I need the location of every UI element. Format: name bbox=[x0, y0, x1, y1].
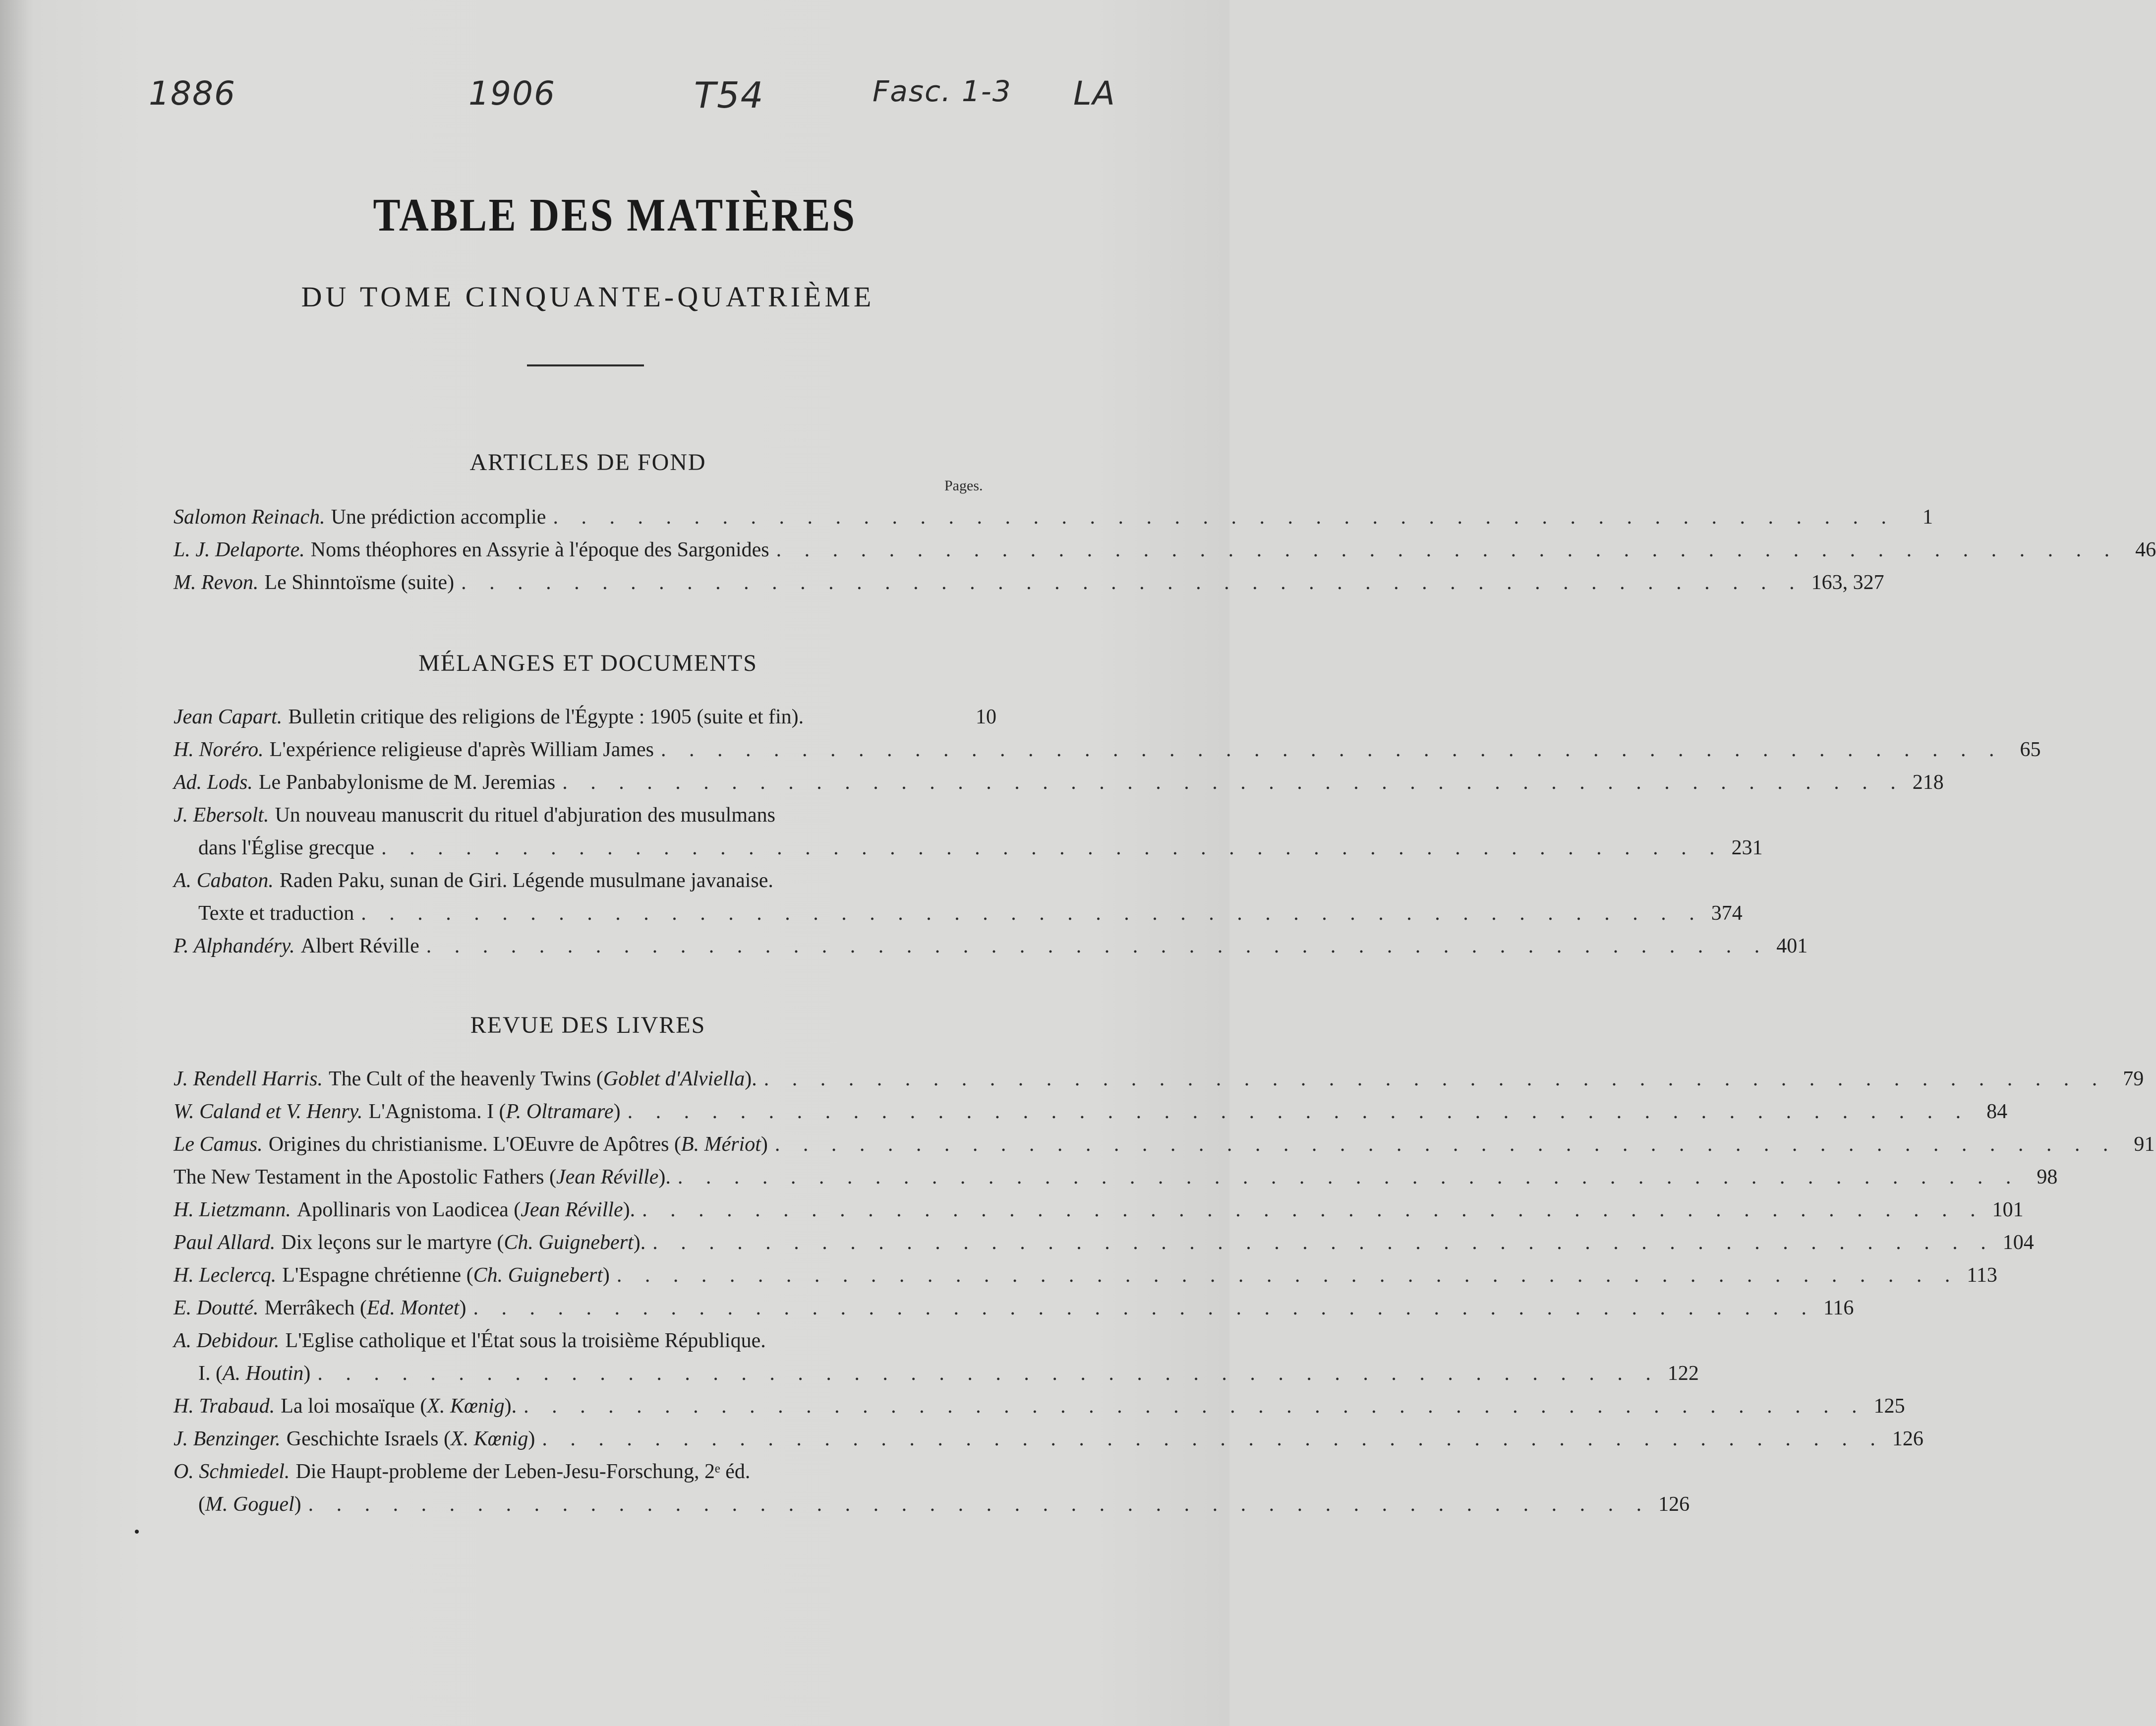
entry-page: 401 bbox=[1776, 935, 1808, 957]
entry-title: Le Shinntoïsme (suite) bbox=[264, 571, 455, 594]
entry-page: 101 bbox=[1992, 1198, 2024, 1221]
binding-shadow bbox=[0, 0, 35, 1726]
entry-page: 126 bbox=[1892, 1428, 1923, 1450]
entry-tail: ) bbox=[459, 1297, 466, 1319]
entry-title: L'Agnistoma. I ( bbox=[368, 1100, 506, 1123]
entry-author: Salomon Reinach. bbox=[174, 506, 325, 529]
leader-dots: . . . . . . . . . . . . . . . . . . . . . . . . . . . . . . . . . . . . . . . . . . . . . . . . bbox=[361, 902, 1703, 925]
page-title: TABLE DES MATIÈRES bbox=[373, 189, 857, 241]
toc-entry[interactable] bbox=[174, 1064, 2144, 1096]
entry-page: 231 bbox=[1731, 836, 1763, 859]
entry-title: Apollinaris von Laodicea ( bbox=[296, 1198, 521, 1221]
leader-dots: . . . . . . . . . . . . . . . . . . . . . . . . . . . . . . . . . . . . . . . . . . . . . . . . bbox=[627, 1100, 1970, 1123]
toc-entry[interactable] bbox=[174, 865, 1743, 931]
leader-dots: . . . . . . . . . . . . . . . . . . . . . . . . . . . . . . . . . . . . . . . . . . . . . . . . bbox=[562, 771, 1905, 794]
entry-author: H. Trabaud. bbox=[174, 1395, 275, 1418]
entry-tail: ). bbox=[745, 1068, 757, 1090]
leader-dots: . . . . . . . . . . . . . . . . . . . . . . . . . . . . . . . . . . . . . . . . . . . . . . . . bbox=[763, 1068, 2106, 1090]
toc-entry[interactable] bbox=[174, 1391, 1905, 1424]
entry-page: 46 bbox=[2135, 538, 2156, 561]
entry-title: Geschichte Israels ( bbox=[286, 1428, 451, 1450]
toc-entry[interactable] bbox=[174, 535, 2156, 567]
entry-author: O. Schmiedel. bbox=[174, 1460, 290, 1483]
entry-title: Albert Réville bbox=[300, 935, 419, 957]
leader-dots: . . . . . . . . . . . . . . . . . . . . . . . . . . . . . . . . . . . . . . . . . . . . . . . . bbox=[776, 538, 2119, 561]
entry-title: Raden Paku, sunan de Giri. Légende musulmane javanaise. bbox=[279, 869, 773, 892]
entry-title: Le Panbabylonisme de M. Jeremias bbox=[258, 771, 556, 794]
leader-dots: . . . . . . . . . . . . . . . . . . . . . . . . . . . . . . . . . . . . . . . . . . . . . . . . bbox=[553, 506, 1895, 529]
entry-tail: ) bbox=[613, 1100, 621, 1123]
leader-dots: . . . . . . . . . . . . . . . . . . . . . . . . . . . . . . . . . . . . . . . . . . . . . . . . bbox=[774, 1133, 2117, 1156]
entry-reviewer: Ch. Guignebert bbox=[504, 1231, 634, 1254]
toc-entry[interactable] bbox=[174, 1293, 1854, 1325]
leader-dots: . . . . . . . . . . . . . . . . . . . . . . . . . . . . . . . . . . . . . . . . . . . . . . . . bbox=[524, 1395, 1866, 1418]
leader-dots: . . . . . . . . . . . . . . . . . . . . . . . . . . . . . . . . . . . . . . . . . . . . . . . . bbox=[652, 1231, 1995, 1254]
leader-dots: . . . . . . . . . . . . . . . . . . . . . . . . . . . . . . . . . . . . . . . . . . . . . . . . bbox=[542, 1428, 1884, 1450]
entry-page: 98 bbox=[2037, 1166, 2058, 1189]
entry-reviewer: B. Mériot bbox=[681, 1133, 761, 1156]
entry-author: M. Revon. bbox=[174, 571, 259, 594]
entry-author: Ad. Lods. bbox=[174, 771, 253, 794]
toc-entry[interactable] bbox=[174, 931, 1808, 963]
entry-author: P. Alphandéry. bbox=[174, 935, 295, 957]
leader-dots: . . . . . . . . . . . . . . . . . . . . . . . . . . . . . . . . . . . . . . . . . . . . . . . . bbox=[642, 1198, 1984, 1221]
entry-reviewer: X. Kœnig bbox=[450, 1428, 528, 1450]
entry-title: Merrâkech ( bbox=[264, 1297, 367, 1319]
toc-entry[interactable] bbox=[174, 734, 2041, 767]
entry-page: 84 bbox=[1986, 1100, 2008, 1123]
toc-entry[interactable] bbox=[174, 800, 1763, 865]
entry-title: Origines du christianisme. L'OEuvre de Apôtres ( bbox=[268, 1133, 681, 1156]
entry-tail: ) bbox=[760, 1133, 768, 1156]
entry-reviewer: Goblet d'Alviella bbox=[603, 1068, 745, 1090]
entry-author: Le Camus. bbox=[174, 1133, 263, 1156]
entry-author: Paul Allard. bbox=[174, 1231, 276, 1254]
entry-author: J. Benzinger. bbox=[174, 1428, 281, 1450]
entry-title: Die Haupt-probleme der Leben-Jesu-Forschung, 2ᵉ éd. bbox=[295, 1460, 751, 1483]
title-rule bbox=[527, 364, 644, 366]
entry-page: 125 bbox=[1873, 1395, 1905, 1418]
leader-dots: . . . . . . . . . . . . . . . . . . . . . . . . . . . . . . . . . . . . . . . . . . . . . . . . bbox=[308, 1493, 1651, 1516]
pages-label: Pages. bbox=[944, 477, 983, 494]
entry-reviewer: Ed. Montet bbox=[366, 1297, 460, 1319]
entry-author: L. J. Delaporte. bbox=[174, 538, 305, 561]
handwritten-note: 1906 bbox=[468, 74, 556, 113]
entry-title: Une prédiction accomplie bbox=[331, 506, 546, 529]
entry-reviewer: Ch. Guignebert bbox=[473, 1264, 603, 1287]
entry-page: 91 bbox=[2134, 1133, 2155, 1156]
entry-tail: ) bbox=[528, 1428, 535, 1450]
leader-dots: . . . . . . . . . . . . . . . . . . . . . . . . . . . . . . . . . . . . . . . . . . . . . . . . bbox=[473, 1297, 1815, 1319]
entry-reviewer: Jean Réville bbox=[521, 1198, 623, 1221]
entry-reviewer: A. Houtin bbox=[222, 1362, 304, 1385]
entry-title: L'expérience religieuse d'après William James bbox=[269, 738, 654, 761]
entry-author: H. Lietzmann. bbox=[174, 1198, 291, 1221]
toc-entry[interactable] bbox=[174, 1096, 2008, 1129]
entry-title: Un nouveau manuscrit du rituel d'abjuration des musulmans bbox=[275, 804, 776, 827]
section-heading-articles: ARTICLES DE FOND bbox=[469, 449, 706, 476]
entry-page: 116 bbox=[1823, 1297, 1854, 1319]
entry-author: J. Rendell Harris. bbox=[174, 1068, 323, 1090]
entry-page: 218 bbox=[1912, 771, 1944, 794]
entry-tail: ). bbox=[658, 1166, 671, 1189]
entry-title: Dix leçons sur le martyre ( bbox=[281, 1231, 504, 1254]
toc-entry[interactable] bbox=[174, 1162, 2058, 1194]
toc-entry[interactable] bbox=[174, 1456, 1690, 1522]
entry-tail: ) bbox=[303, 1362, 311, 1385]
entry-author: J. Ebersolt. bbox=[174, 804, 269, 827]
entry-page: 374 bbox=[1711, 902, 1743, 925]
entry-title: L'Espagne chrétienne ( bbox=[282, 1264, 473, 1287]
toc-entry[interactable] bbox=[174, 767, 1944, 800]
entry-title: Noms théophores en Assyrie à l'époque des Sargonides bbox=[310, 538, 769, 561]
entry-author: E. Doutté. bbox=[174, 1297, 259, 1319]
entry-title: The New Testament in the Apostolic Fathers ( bbox=[174, 1166, 556, 1189]
entry-title-continued: ( bbox=[198, 1493, 205, 1516]
entry-tail: ). bbox=[623, 1198, 636, 1221]
entry-page: 65 bbox=[2020, 738, 2041, 761]
entry-author: H. Leclercq. bbox=[174, 1264, 277, 1287]
entry-title: The Cult of the heavenly Twins ( bbox=[328, 1068, 603, 1090]
leader-dots: . . . . . . . . . . . . . . . . . . . . . . . . . . . . . . . . . . . . . . . . . . . . . . . . bbox=[426, 935, 1769, 957]
entry-page: 79 bbox=[2123, 1068, 2144, 1090]
entry-tail: ). bbox=[504, 1395, 517, 1418]
entry-page: 1 bbox=[1922, 506, 1933, 529]
entry-title-continued: dans l'Église grecque bbox=[198, 836, 375, 859]
toc-entry[interactable] bbox=[174, 1424, 1923, 1456]
entry-page: 126 bbox=[1658, 1493, 1690, 1516]
entry-page: 104 bbox=[2002, 1231, 2034, 1254]
ink-speck bbox=[135, 1530, 139, 1534]
entry-author: W. Caland et V. Henry. bbox=[174, 1100, 363, 1123]
toc-entry[interactable] bbox=[174, 1227, 2034, 1260]
entry-reviewer: X. Kœnig bbox=[427, 1395, 505, 1418]
entry-title: L'Eglise catholique et l'État sous la troisième République. bbox=[285, 1329, 766, 1352]
entry-page: 163, 327 bbox=[1811, 571, 1884, 594]
entry-tail: ) bbox=[294, 1493, 301, 1516]
entry-reviewer: Jean Réville bbox=[556, 1166, 659, 1189]
toc-entry[interactable] bbox=[174, 1194, 2024, 1227]
toc-entry[interactable] bbox=[174, 1325, 1699, 1391]
handwritten-note: 1886 bbox=[149, 74, 236, 113]
entry-title-continued: Texte et traduction bbox=[198, 902, 354, 925]
toc-entry[interactable] bbox=[174, 702, 996, 734]
entry-tail: ). bbox=[633, 1231, 646, 1254]
toc-entry[interactable] bbox=[174, 1260, 1997, 1293]
section-heading-melanges: MÉLANGES ET DOCUMENTS bbox=[418, 650, 758, 676]
toc-entry[interactable] bbox=[174, 567, 1884, 600]
handwritten-note: LA bbox=[1073, 74, 1116, 113]
entry-page: 122 bbox=[1667, 1362, 1699, 1385]
entry-author: H. Noréro. bbox=[174, 738, 264, 761]
leader-dots: . . . . . . . . . . . . . . . . . . . . . . . . . . . . . . . . . . . . . . . . . . . . . . . . bbox=[461, 571, 1804, 594]
entry-page: 113 bbox=[1967, 1264, 1997, 1287]
page-subtitle: DU TOME CINQUANTE-QUATRIÈME bbox=[301, 281, 875, 313]
handwritten-note: Fasc. 1-3 bbox=[873, 74, 1012, 108]
leader-dots: . . . . . . . . . . . . . . . . . . . . . . . . . . . . . . . . . . . . . . . . . . . . . . . . bbox=[660, 738, 2003, 761]
entry-title: Bulletin critique des religions de l'Égypte : 1905 (suite et fin). bbox=[288, 706, 804, 728]
entry-reviewer: M. Goguel bbox=[205, 1493, 294, 1516]
handwritten-note: T54 bbox=[694, 74, 764, 116]
entry-author: A. Cabaton. bbox=[174, 869, 274, 892]
toc-entry[interactable] bbox=[174, 1129, 2155, 1162]
leader-dots: . . . . . . . . . . . . . . . . . . . . . . . . . . . . . . . . . . . . . . . . . . . . . . . . bbox=[616, 1264, 1959, 1287]
entry-title: La loi mosaïque ( bbox=[281, 1395, 427, 1418]
entry-title-continued: I. ( bbox=[198, 1362, 223, 1385]
entry-page: 10 bbox=[976, 706, 996, 728]
entry-reviewer: P. Oltramare bbox=[506, 1100, 614, 1123]
entry-tail: ) bbox=[602, 1264, 610, 1287]
toc-entry[interactable] bbox=[174, 502, 1933, 535]
leader-dots: . . . . . . . . . . . . . . . . . . . . . . . . . . . . . . . . . . . . . . . . . . . . . . . . bbox=[677, 1166, 2020, 1189]
leader-dots: . . . . . . . . . . . . . . . . . . . . . . . . . . . . . . . . . . . . . . . . . . . . . . . . bbox=[317, 1362, 1660, 1385]
entry-author: A. Debidour. bbox=[174, 1329, 280, 1352]
leader-dots: . . . . . . . . . . . . . . . . . . . . . . . . . . . . . . . . . . . . . . . . . . . . . . . . bbox=[381, 836, 1724, 859]
section-heading-revue: REVUE DES LIVRES bbox=[470, 1012, 706, 1038]
entry-author: Jean Capart. bbox=[174, 706, 283, 728]
